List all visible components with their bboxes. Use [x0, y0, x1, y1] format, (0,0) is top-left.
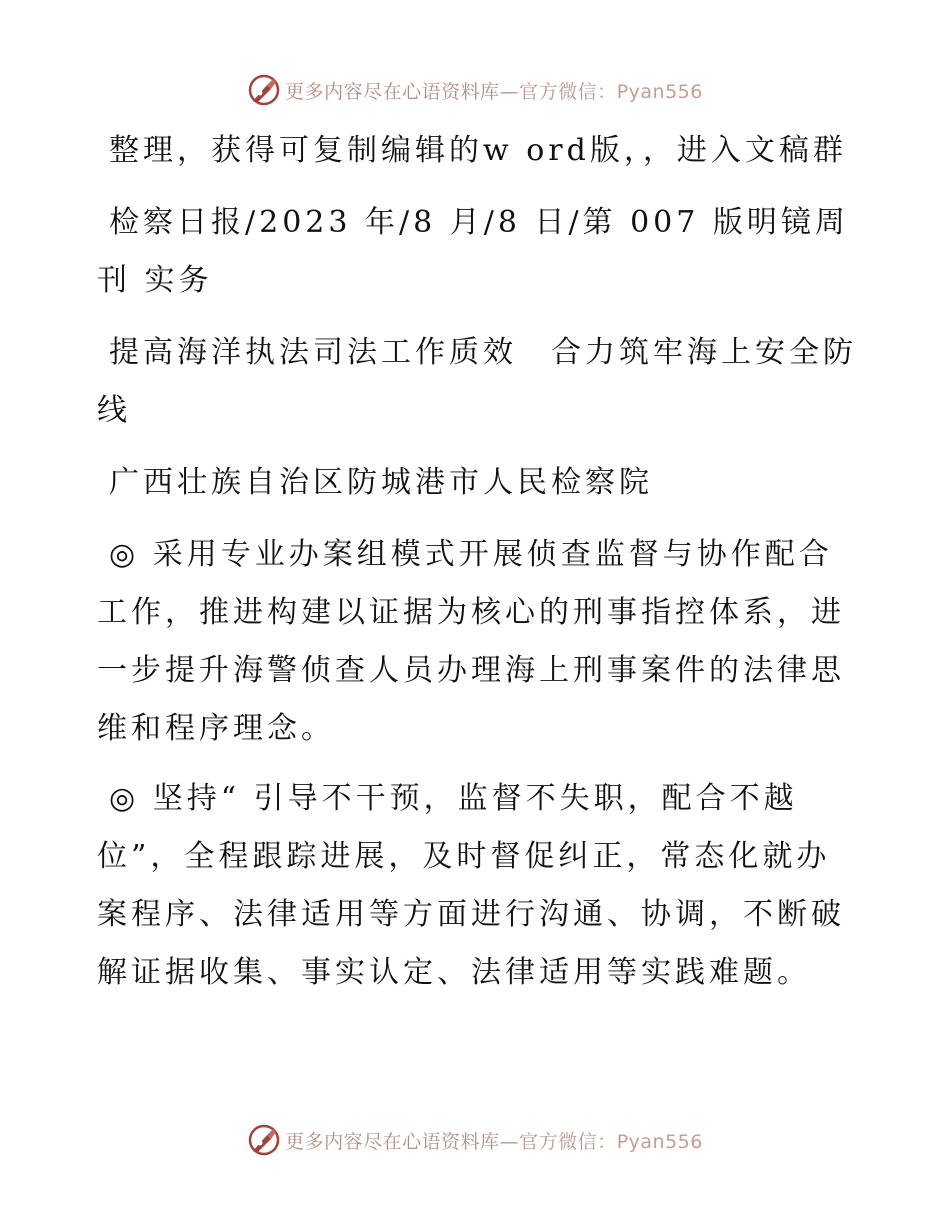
header-watermark — [0, 70, 950, 110]
source-text: 检察日报/2023 年/8 月/8 日/第 007 版明镜周刊 实务 — [97, 205, 849, 298]
key-point-2 — [97, 770, 857, 1002]
key-point-1 — [97, 526, 857, 758]
source-line — [97, 194, 857, 310]
footer-wechat-label: 官方微信： — [519, 1130, 617, 1153]
key-point-1-text: ◎ 采用专业办案组模式开展侦查监督与协作配合工作，推进构建以证据为核心的刑事指控体系，进一步提升海警侦查人员办理海上刑事案件的法律思维和程序理念。 — [97, 537, 845, 746]
key-point-2-text: ◎ 坚持“ 引导不干预，监督不失职，配合不越位”，全程跟踪进展，及时督促纠正，常态化就办案程序、法律适用等方面进行沟通、协调，不断破解证据收集、事实认定、法律适用等实践难题。 — [97, 781, 845, 990]
footer-watermark — [0, 1120, 950, 1160]
footer-wechat-id: Pyan556 — [616, 1130, 703, 1153]
pen-logo-icon — [247, 73, 281, 107]
header-wechat-id: Pyan556 — [616, 80, 703, 103]
intro-text — [97, 122, 857, 180]
article-author-text: 广西壮族自治区防城港市人民检察院 — [109, 465, 653, 500]
document-body — [97, 122, 857, 1014]
footer-separator: — — [499, 1130, 520, 1153]
header-separator: — — [499, 80, 520, 103]
article-author — [97, 454, 857, 512]
pen-logo-icon — [247, 1123, 281, 1157]
header-wechat-label: 官方微信： — [519, 80, 617, 103]
footer-watermark-text — [285, 1127, 703, 1154]
footer-brand: 更多内容尽在心语资料库 — [285, 1130, 500, 1153]
article-title-text: 提高海洋执法司法工作质效 合力筑牢海上安全防线 — [97, 335, 857, 428]
article-title — [97, 324, 857, 440]
header-brand: 更多内容尽在心语资料库 — [285, 80, 500, 103]
header-watermark-text — [285, 77, 703, 104]
intro-line: 整理，获得可复制编辑的w ord版，，进入文稿群 — [109, 133, 847, 168]
